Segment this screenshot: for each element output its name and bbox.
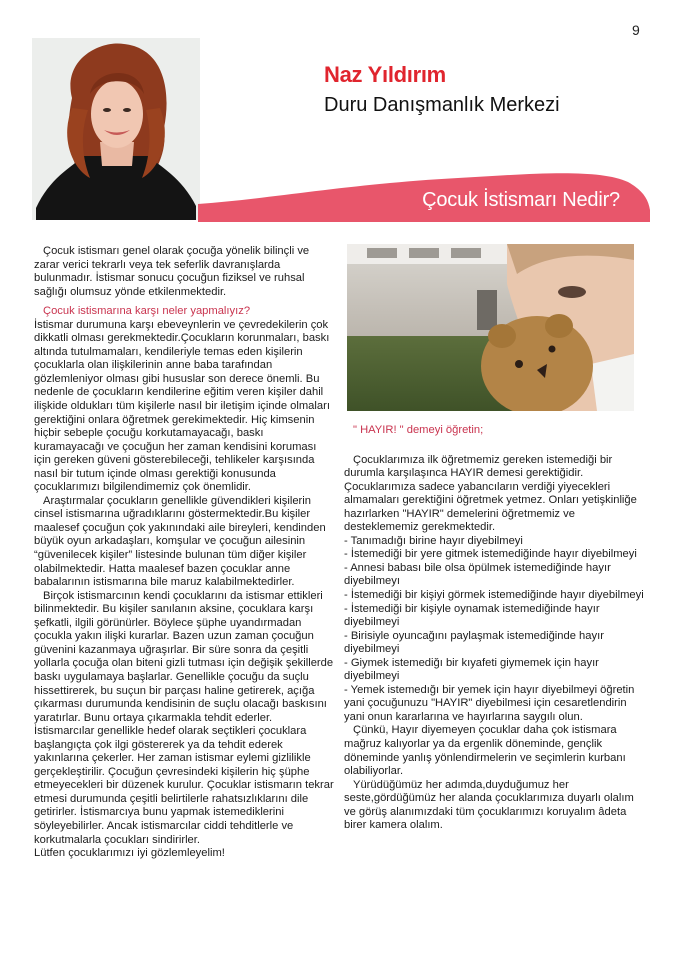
article-title: Çocuk İstismarı Nedir?: [422, 189, 620, 211]
right-column: [344, 424, 644, 833]
list-item: - Birisiyle oyuncağını paylaşmak istemediğinde hayır diyebilmeyi: [344, 629, 604, 656]
list-item: - Yemek istemedığı bir yemek için hayır diyebilmeyi öğretin yani çocuğunuzu "HAYIR" diyebilmesi için cesaretlendirin yani onun kararlarına ve hayırlarına saygılı olun.: [344, 683, 635, 723]
body-paragraph: Birçok istismarcının kendi çocuklarını da istismar ettikleri bilinmektedir. Bu kişiler sanılanın aksine, çocuklara karşı şefkatli, ilgili görünürler. Böylece şüphe uyandırmadan çocukla yakın ilişki kurarlar. Bazen uzun zaman çocuğun güvenini kazanmaya uğraşırlar. Bir süre sonra da çeşitli yollarla çocuğa olan biteni gizli tutması için değişik şekillerde baskı uygulamaya başlarlar. Genellikle çocuğu da suçlu hissettirerek, bu suçun bir parçası haline getirerek, açığa çıkarması durumunda kendisinin de suçlu olacağı baskısını yaratırlar. Bunu ortaya çıkarmakla tehdit ederler. İstismarcılar genellikle hedef olarak seçtikleri çocuklara başlangıçta çok ilgi göstererek ya da tehdit ederek yakınlarına çekerler. Her zaman istismar eylemi gizlilikle gerçekleştirilir. Çocuğun çevresindeki kişilerin hiç şüphe etmeyecekleri bir düzenek kurulur. Çocuklar istismarın tekrar etmesi durumunda çeşitli belirtilerle rahatsızlıklarını dile getirirler. İstismarcıya bunu yapmak istemediklerini söyleyebilirler. Ancak istismarcılar ciddi tehditlerle ve korkutmalarla çocukları sindirirler.: [34, 589, 334, 846]
intro-paragraph: Çocuk istismarı genel olarak çocuğa yönelik bilinçli ve zarar verici tekrarlı veya tek seferlik davranışlarda bulunmadır. İstismar sonucu çocuğun fiziksel ve ruhsal sağlığı olumsuz yönde etkilenmektedir.: [34, 245, 310, 298]
list-item: - İstemediği bir yere gitmek istemediğinde hayır diyebilmeyi: [344, 548, 637, 561]
body-paragraph: Çocuklarımıza ilk öğretmemiz gereken istemediği bir durumla karşılaşınca HAYIR demesi gerektiğidir. Çocuklarımıza sadece yabancıların verdiği yiyecekleri almamaları gerektiğini öğretmek yetmez. Onları yetişkinliğe hazırlarken "HAYIR" demelerini öğretmemiz ve desteklememiz gerekmektedir.: [344, 453, 637, 534]
body-paragraph: Yürüdüğümüz her adımda,duyduğumuz her seste,gördüğümüz her alanda çocuklarımıza duyarlı olalım ve görüş alanımızdaki tüm çocuklarımızı koruyalım âdeta birer kamera olalım.: [344, 778, 634, 832]
body-paragraph: İstismar durumuna karşı ebeveynlerin ve çevredekilerin çok dikkatli olması gerekmektedir.Çocukların korunmaları, baskı altında tutulmamaları, kendileriyle temas eden kişilerin çocuklarla olan ilişkilerinin anne baba tarafından gözlemleniyor olması gibi hususlar son derece önemli. Bu nedenle de çocukların kendilerine eğitim veren kişiler dahil ilişkide oldukları tüm kişilerle nasıl bir iletişim içinde olmaları gerektiğini onlara öğretmek gerekimektedir. Hiç kimsenin hiçbir sebeple çocuğu korkutamayacağı, baskı kuramayacağı ve çocuğun her zaman kendisini koruması için gereken güveni gösterebileceği, tehlikeler karşısında nasıl bir tutum içinde olması gerektiği konusunda çocuklarımızı bilgilendimemiz çok önemlidir.: [34, 318, 330, 494]
closing-line: Lütfen çocuklarımızı iyi gözlemleyelim!: [34, 847, 225, 860]
subheading-say-no: " HAYIR! " demeyi öğretin;: [353, 424, 484, 436]
author-portrait: [32, 38, 200, 220]
photo-illustration: [347, 244, 634, 411]
left-column: [34, 245, 334, 861]
page-number: 9: [632, 22, 640, 38]
list-item: - İstemediği bir kişiyi görmek istemediğinde hayır diyebilmeyi: [344, 589, 644, 602]
list-item: - Giymek istemediğı bir kıyafeti giymemek için hayır diyebilmeyi: [344, 656, 599, 683]
title-banner: [198, 168, 650, 222]
list-item: - Tanımadığı birine hayır diyebilmeyi: [344, 534, 523, 547]
body-paragraph: Çünkü, Hayır diyemeyen çocuklar daha çok istismara mağruz kalıyorlar ya da ergenlik döneminde, gençlik döneminde yanlış yönlendirmelerin ve seçimlerin kurbanı olabiliyorlar.: [344, 724, 626, 778]
list-item: - Annesi babası bile olsa öpülmek istemediğinde hayır diyebilmeyı: [344, 561, 611, 588]
organization-name: Duru Danışmanlık Merkezi: [324, 94, 560, 116]
author-name: Naz Yıldırım: [324, 62, 446, 87]
portrait-illustration: [32, 38, 200, 220]
list-item: - İstemediği bir kişiyle oynamak istemediğinde hayır diyebilmeyi: [344, 602, 600, 629]
subheading-what-to-do: Çocuk istismarına karşı neler yapmalıyız?: [43, 305, 251, 318]
body-paragraph: Araştırmalar çocukların genellikle güvendikleri kişilerin cinsel istismarına uğradıklarını göstermektedir.Bu kişiler maalesef çocuğun çok yakınındaki aile bireyleri, kendinden büyük oyun arkadaşları, komşular ve çocuğun ailesinin “güvenilecek kişiler” listesinde bulunan tüm diğer kişiler olabilmektedir. Hatta maalesef bazen çocuklar anne babalarının istismarına bile maruz kalabilmektedirler.: [34, 494, 326, 589]
child-teddy-bear-photo: [347, 244, 634, 411]
